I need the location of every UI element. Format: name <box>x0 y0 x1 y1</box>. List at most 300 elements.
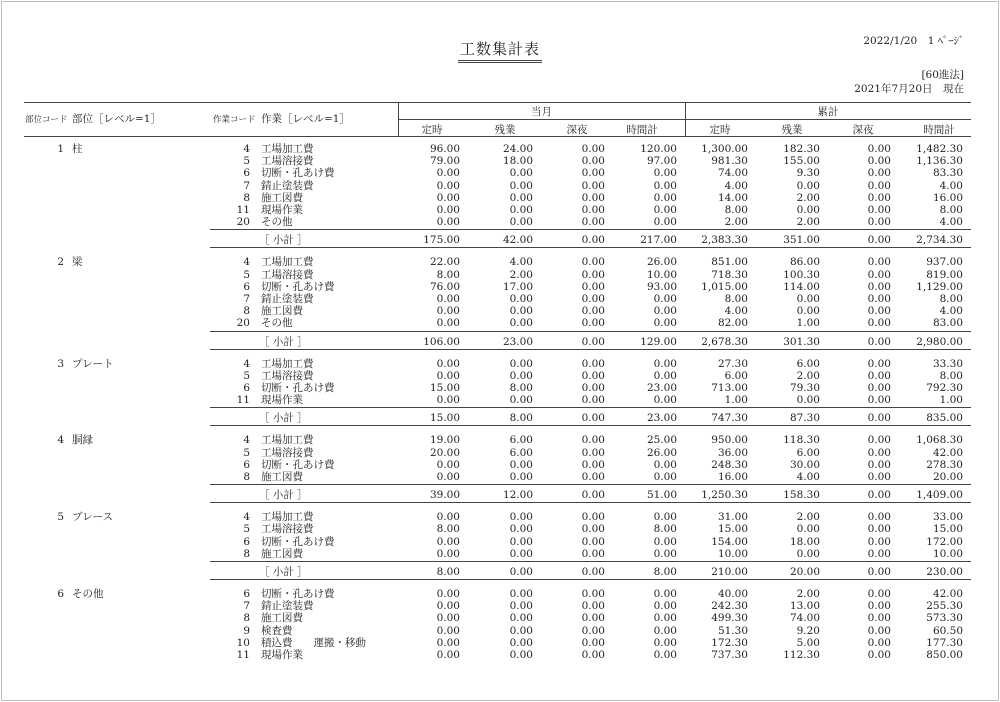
subtotal-value: 0.00 <box>509 566 533 578</box>
subtotal-value: 106.00 <box>423 335 460 348</box>
value-cell: 8.00 <box>939 369 963 382</box>
report-date: 2022/1/20 <box>863 35 918 47</box>
value-cell: 0.00 <box>436 179 460 192</box>
work-code: 9 <box>243 624 250 637</box>
work-name: 工場溶接費 <box>261 523 314 536</box>
subtotal-value: 1,250.30 <box>701 489 748 502</box>
part-code: 4 <box>57 434 64 447</box>
work-name: 検査費 <box>261 624 293 637</box>
value-cell: 79.30 <box>789 382 820 394</box>
subtotal-value: 0.00 <box>867 489 891 502</box>
value-cell: 0.00 <box>867 204 891 216</box>
subtotal-top-rule <box>210 229 971 230</box>
value-cell: 0.00 <box>436 624 460 637</box>
value-cell: 937.00 <box>926 256 963 269</box>
value-cell: 1,482.30 <box>916 143 963 155</box>
value-cell: 0.00 <box>796 204 820 216</box>
value-cell: 114.00 <box>783 280 820 293</box>
value-cell: 0.00 <box>867 305 891 318</box>
value-cell: 0.00 <box>509 179 533 192</box>
work-code: 6 <box>243 382 250 394</box>
work-name: 工場溶接費 <box>261 155 314 168</box>
value-cell: 0.00 <box>653 204 677 216</box>
value-cell: 1,300.00 <box>701 143 748 155</box>
value-cell: 0.00 <box>653 588 677 600</box>
value-cell: 8.00 <box>653 523 677 536</box>
value-cell: 0.00 <box>867 600 891 613</box>
value-cell: 8.00 <box>436 268 460 281</box>
work-code: 5 <box>243 523 250 536</box>
work-name: 積込費 運搬・移動 <box>261 636 366 649</box>
value-cell: 0.00 <box>436 649 460 661</box>
subtotal-value: 8.00 <box>436 566 460 578</box>
value-cell: 76.00 <box>429 280 460 293</box>
value-cell: 0.00 <box>867 523 891 536</box>
value-cell: 0.00 <box>581 612 605 625</box>
value-cell: 26.00 <box>646 446 677 459</box>
value-cell: 0.00 <box>509 636 533 649</box>
value-cell: 0.00 <box>867 624 891 637</box>
value-cell: 0.00 <box>436 511 460 524</box>
part-name: 柱 <box>72 143 83 155</box>
value-cell: 60.50 <box>932 624 963 637</box>
value-cell: 0.00 <box>867 293 891 305</box>
value-cell: 0.00 <box>509 523 533 536</box>
value-cell: 0.00 <box>653 394 677 407</box>
value-cell: 0.00 <box>581 280 605 293</box>
value-cell: 0.00 <box>509 216 533 229</box>
work-name: 工場溶接費 <box>261 446 314 459</box>
value-cell: 16.00 <box>932 191 963 204</box>
value-cell: 6.00 <box>724 369 748 382</box>
value-cell: 255.30 <box>926 600 963 613</box>
subtotal-top-rule <box>210 561 971 562</box>
value-cell: 0.00 <box>867 471 891 483</box>
value-cell: 8.00 <box>939 204 963 216</box>
value-cell: 0.00 <box>581 600 605 613</box>
value-cell: 5.00 <box>796 636 820 649</box>
value-cell: 0.00 <box>867 511 891 524</box>
subtotal-value: 0.00 <box>867 234 891 247</box>
value-cell: 14.00 <box>717 191 748 204</box>
value-cell: 0.00 <box>653 357 677 370</box>
subtotal-value: 0.00 <box>581 234 605 247</box>
work-code: 4 <box>243 143 250 155</box>
subtotal-value: 230.00 <box>926 566 963 578</box>
subtotal-bottom-rule <box>210 502 971 503</box>
work-code: 11 <box>236 204 250 216</box>
value-cell: 0.00 <box>509 649 533 661</box>
subtotal-top-rule <box>210 407 971 408</box>
value-cell: 0.00 <box>867 434 891 447</box>
value-cell: 0.00 <box>581 317 605 330</box>
value-cell: 0.00 <box>581 143 605 155</box>
value-cell: 0.00 <box>581 434 605 447</box>
value-cell: 0.00 <box>867 394 891 407</box>
value-cell: 0.00 <box>509 394 533 407</box>
value-cell: 0.00 <box>653 216 677 229</box>
work-name: 工場加工費 <box>261 434 314 447</box>
work-name: 施工図費 <box>261 471 303 483</box>
value-cell: 499.30 <box>711 612 748 625</box>
value-cell: 4.00 <box>939 179 963 192</box>
value-cell: 25.00 <box>646 434 677 447</box>
subtotal-value: 51.00 <box>646 489 677 502</box>
work-name: 切断・孔あけ費 <box>261 535 335 548</box>
value-cell: 0.00 <box>867 317 891 330</box>
value-cell: 0.00 <box>653 167 677 180</box>
value-cell: 82.00 <box>717 317 748 330</box>
value-cell: 0.00 <box>509 600 533 613</box>
value-cell: 0.00 <box>867 155 891 168</box>
subtotal-value: 158.30 <box>783 489 820 502</box>
value-cell: 36.00 <box>717 446 748 459</box>
close-method: [60進法] <box>921 69 964 81</box>
value-cell: 0.00 <box>653 649 677 661</box>
value-cell: 4.00 <box>724 305 748 318</box>
part-code: 5 <box>57 511 64 524</box>
value-cell: 1,015.00 <box>701 280 748 293</box>
value-cell: 0.00 <box>581 256 605 269</box>
value-cell: 0.00 <box>509 511 533 524</box>
work-name: 錆止塗装費 <box>261 600 314 613</box>
value-cell: 0.00 <box>581 204 605 216</box>
work-name: 現場作業 <box>261 649 303 661</box>
value-cell: 6.00 <box>796 446 820 459</box>
subtotal-bottom-rule <box>210 579 971 580</box>
value-cell: 8.00 <box>939 293 963 305</box>
value-cell: 0.00 <box>867 446 891 459</box>
value-cell: 0.00 <box>581 588 605 600</box>
work-name: 工場加工費 <box>261 256 314 269</box>
subtotal-value: 129.00 <box>640 335 677 348</box>
cumulative-header: 累計 <box>817 106 839 118</box>
value-cell: 0.00 <box>581 649 605 661</box>
work-name: 工場溶接費 <box>261 268 314 281</box>
value-cell: 0.00 <box>509 317 533 330</box>
subtotal-value: 2,980.00 <box>916 335 963 348</box>
value-cell: 0.00 <box>653 511 677 524</box>
value-cell: 172.30 <box>711 636 748 649</box>
work-code: 11 <box>236 394 250 407</box>
work-name: 工場加工費 <box>261 143 314 155</box>
value-cell: 96.00 <box>429 143 460 155</box>
subtotal-value: 20.00 <box>789 566 820 578</box>
value-cell: 0.00 <box>867 636 891 649</box>
value-cell: 0.00 <box>436 547 460 560</box>
work-name: 施工図費 <box>261 305 303 318</box>
value-cell: 0.00 <box>867 280 891 293</box>
value-cell: 0.00 <box>436 204 460 216</box>
value-cell: 0.00 <box>436 317 460 330</box>
subtotal-value: 2,678.30 <box>701 335 748 348</box>
value-cell: 0.00 <box>436 600 460 613</box>
value-cell: 0.00 <box>796 523 820 536</box>
part-name: ブレース <box>72 511 114 524</box>
value-cell: 0.00 <box>436 471 460 483</box>
value-cell: 573.30 <box>926 612 963 625</box>
value-cell: 4.00 <box>796 471 820 483</box>
work-name: その他 <box>261 216 293 229</box>
column-header-7: 時間計 <box>923 124 955 136</box>
work-code: 5 <box>243 268 250 281</box>
value-cell: 0.00 <box>509 624 533 637</box>
value-cell: 172.00 <box>926 535 963 548</box>
value-cell: 0.00 <box>653 317 677 330</box>
value-cell: 154.00 <box>711 535 748 548</box>
value-cell: 10.00 <box>646 268 677 281</box>
value-cell: 0.00 <box>867 369 891 382</box>
column-header-6: 深夜 <box>852 124 874 136</box>
value-cell: 0.00 <box>509 305 533 318</box>
value-cell: 83.30 <box>932 167 963 180</box>
value-cell: 0.00 <box>867 191 891 204</box>
value-cell: 0.00 <box>653 305 677 318</box>
subtotal-value: 0.00 <box>867 335 891 348</box>
value-cell: 0.00 <box>653 612 677 625</box>
value-cell: 0.00 <box>653 600 677 613</box>
subtotal-value: 0.00 <box>581 412 605 425</box>
subtotal-value: 0.00 <box>867 412 891 425</box>
value-cell: 713.00 <box>711 382 748 394</box>
work-name: 施工図費 <box>261 612 303 625</box>
value-cell: 0.00 <box>653 547 677 560</box>
value-cell: 0.00 <box>653 179 677 192</box>
work-name: その他 <box>261 317 293 330</box>
value-cell: 155.00 <box>783 155 820 168</box>
value-cell: 10.00 <box>717 547 748 560</box>
subtotal-value: 23.00 <box>646 412 677 425</box>
value-cell: 0.00 <box>581 636 605 649</box>
work-code: 8 <box>243 305 250 318</box>
value-cell: 0.00 <box>509 612 533 625</box>
value-cell: 0.00 <box>867 382 891 394</box>
work-name: 工場加工費 <box>261 357 314 370</box>
value-cell: 0.00 <box>436 305 460 318</box>
value-cell: 718.30 <box>711 268 748 281</box>
value-cell: 850.00 <box>926 649 963 661</box>
value-cell: 0.00 <box>581 523 605 536</box>
value-cell: 2.00 <box>796 369 820 382</box>
subtotal-value: 1,409.00 <box>916 489 963 502</box>
report-title: 工数集計表 <box>0 38 1000 63</box>
value-cell: 0.00 <box>509 588 533 600</box>
value-cell: 0.00 <box>509 369 533 382</box>
value-cell: 0.00 <box>867 268 891 281</box>
value-cell: 0.00 <box>509 471 533 483</box>
value-cell: 18.00 <box>502 155 533 168</box>
work-name: 錆止塗装費 <box>261 179 314 192</box>
subtotal-value: 0.00 <box>867 566 891 578</box>
subtotal-label: ［ 小計 ］ <box>259 234 308 247</box>
as-of-date: 2021年7月20日 現在 <box>854 83 964 95</box>
value-cell: 278.30 <box>926 458 963 471</box>
value-cell: 0.00 <box>581 357 605 370</box>
subtotal-label: ［ 小計 ］ <box>259 566 308 578</box>
value-cell: 2.00 <box>796 216 820 229</box>
value-cell: 0.00 <box>581 305 605 318</box>
value-cell: 9.30 <box>796 167 820 180</box>
value-cell: 0.00 <box>867 649 891 661</box>
value-cell: 4.00 <box>509 256 533 269</box>
value-cell: 30.00 <box>789 458 820 471</box>
value-cell: 86.00 <box>789 256 820 269</box>
value-cell: 248.30 <box>711 458 748 471</box>
value-cell: 0.00 <box>867 179 891 192</box>
work-code-header: 作業コード <box>213 115 256 125</box>
part-code-header: 部位コード <box>25 115 68 125</box>
subtotal-value: 87.30 <box>789 412 820 425</box>
subtotal-value: 39.00 <box>429 489 460 502</box>
value-cell: 0.00 <box>436 357 460 370</box>
value-cell: 0.00 <box>581 155 605 168</box>
value-cell: 4.00 <box>939 216 963 229</box>
value-cell: 112.30 <box>783 649 820 661</box>
value-cell: 15.00 <box>717 523 748 536</box>
value-cell: 2.00 <box>796 588 820 600</box>
value-cell: 97.00 <box>646 155 677 168</box>
work-code: 5 <box>243 446 250 459</box>
value-cell: 0.00 <box>509 458 533 471</box>
value-cell: 0.00 <box>581 535 605 548</box>
value-cell: 2.00 <box>796 191 820 204</box>
work-name: 施工図費 <box>261 191 303 204</box>
value-cell: 0.00 <box>581 293 605 305</box>
work-code: 7 <box>243 179 250 192</box>
header-top-rule <box>24 102 971 103</box>
value-cell: 0.00 <box>581 624 605 637</box>
value-cell: 8.00 <box>436 523 460 536</box>
part-code: 3 <box>57 357 64 370</box>
value-cell: 27.30 <box>717 357 748 370</box>
value-cell: 0.00 <box>796 394 820 407</box>
column-header-1: 残業 <box>494 124 516 136</box>
value-cell: 0.00 <box>581 458 605 471</box>
work-name: 現場作業 <box>261 204 303 216</box>
value-cell: 0.00 <box>867 167 891 180</box>
value-cell: 0.00 <box>867 612 891 625</box>
value-cell: 2.00 <box>724 216 748 229</box>
value-cell: 10.00 <box>932 547 963 560</box>
value-cell: 8.00 <box>509 382 533 394</box>
value-cell: 0.00 <box>867 535 891 548</box>
value-cell: 22.00 <box>429 256 460 269</box>
subtotal-value: 0.00 <box>581 566 605 578</box>
work-name: 切断・孔あけ費 <box>261 280 335 293</box>
value-cell: 182.30 <box>783 143 820 155</box>
value-cell: 0.00 <box>436 588 460 600</box>
value-cell: 0.00 <box>653 458 677 471</box>
value-cell: 4.00 <box>724 179 748 192</box>
value-cell: 120.00 <box>640 143 677 155</box>
part-code: 2 <box>57 256 64 269</box>
part-code: 1 <box>57 143 64 155</box>
subtotal-bottom-rule <box>210 247 971 248</box>
value-cell: 42.00 <box>932 446 963 459</box>
column-header-5: 残業 <box>781 124 803 136</box>
subtotal-value: 835.00 <box>926 412 963 425</box>
value-cell: 0.00 <box>796 547 820 560</box>
value-cell: 17.00 <box>502 280 533 293</box>
value-cell: 18.00 <box>789 535 820 548</box>
value-cell: 1,136.30 <box>916 155 963 168</box>
part-name: プレート <box>72 357 114 370</box>
part-code: 6 <box>57 588 64 600</box>
value-cell: 40.00 <box>717 588 748 600</box>
value-cell: 33.00 <box>932 511 963 524</box>
value-cell: 6.00 <box>796 357 820 370</box>
work-code: 10 <box>236 636 250 649</box>
value-cell: 0.00 <box>581 382 605 394</box>
value-cell: 950.00 <box>711 434 748 447</box>
report-date-page <box>863 33 964 48</box>
value-cell: 851.00 <box>711 256 748 269</box>
subtotal-top-rule <box>210 331 971 332</box>
work-code: 6 <box>243 588 250 600</box>
subtotal-value: 42.00 <box>502 234 533 247</box>
work-code: 7 <box>243 293 250 305</box>
work-name: 錆止塗装費 <box>261 293 314 305</box>
value-cell: 31.00 <box>717 511 748 524</box>
value-cell: 2.00 <box>796 511 820 524</box>
value-cell: 0.00 <box>796 293 820 305</box>
work-code: 4 <box>243 434 250 447</box>
value-cell: 20.00 <box>932 471 963 483</box>
column-header-2: 深夜 <box>566 124 588 136</box>
value-cell: 0.00 <box>509 293 533 305</box>
value-cell: 0.00 <box>867 588 891 600</box>
column-header-4: 定時 <box>709 124 731 136</box>
work-code: 8 <box>243 471 250 483</box>
value-cell: 1.00 <box>724 394 748 407</box>
value-cell: 0.00 <box>436 369 460 382</box>
value-cell: 0.00 <box>653 535 677 548</box>
page-number: 1 ﾍﾟｰｼﾞ <box>927 35 964 47</box>
subtotal-value: 23.00 <box>502 335 533 348</box>
value-cell: 0.00 <box>653 191 677 204</box>
value-cell: 792.30 <box>926 382 963 394</box>
value-cell: 33.30 <box>932 357 963 370</box>
value-cell: 0.00 <box>581 191 605 204</box>
value-cell: 0.00 <box>581 167 605 180</box>
value-cell: 0.00 <box>509 167 533 180</box>
subtotal-top-rule <box>210 484 971 485</box>
value-cell: 242.30 <box>711 600 748 613</box>
work-code: 6 <box>243 280 250 293</box>
value-cell: 0.00 <box>436 636 460 649</box>
value-cell: 0.00 <box>581 179 605 192</box>
work-code: 6 <box>243 535 250 548</box>
value-cell: 24.00 <box>502 143 533 155</box>
value-cell: 74.00 <box>789 612 820 625</box>
work-code: 7 <box>243 600 250 613</box>
value-cell: 0.00 <box>653 624 677 637</box>
value-cell: 6.00 <box>509 434 533 447</box>
work-code: 4 <box>243 256 250 269</box>
value-cell: 0.00 <box>867 143 891 155</box>
subtotal-bottom-rule <box>210 349 971 350</box>
work-name: 切断・孔あけ費 <box>261 167 335 180</box>
value-cell: 0.00 <box>581 511 605 524</box>
work-code: 5 <box>243 155 250 168</box>
value-cell: 1,129.00 <box>916 280 963 293</box>
value-cell: 1,068.30 <box>916 434 963 447</box>
value-cell: 0.00 <box>653 369 677 382</box>
work-name: 施工図費 <box>261 547 303 560</box>
subtotal-value: 2,734.30 <box>916 234 963 247</box>
value-cell: 0.00 <box>653 636 677 649</box>
work-code: 4 <box>243 357 250 370</box>
